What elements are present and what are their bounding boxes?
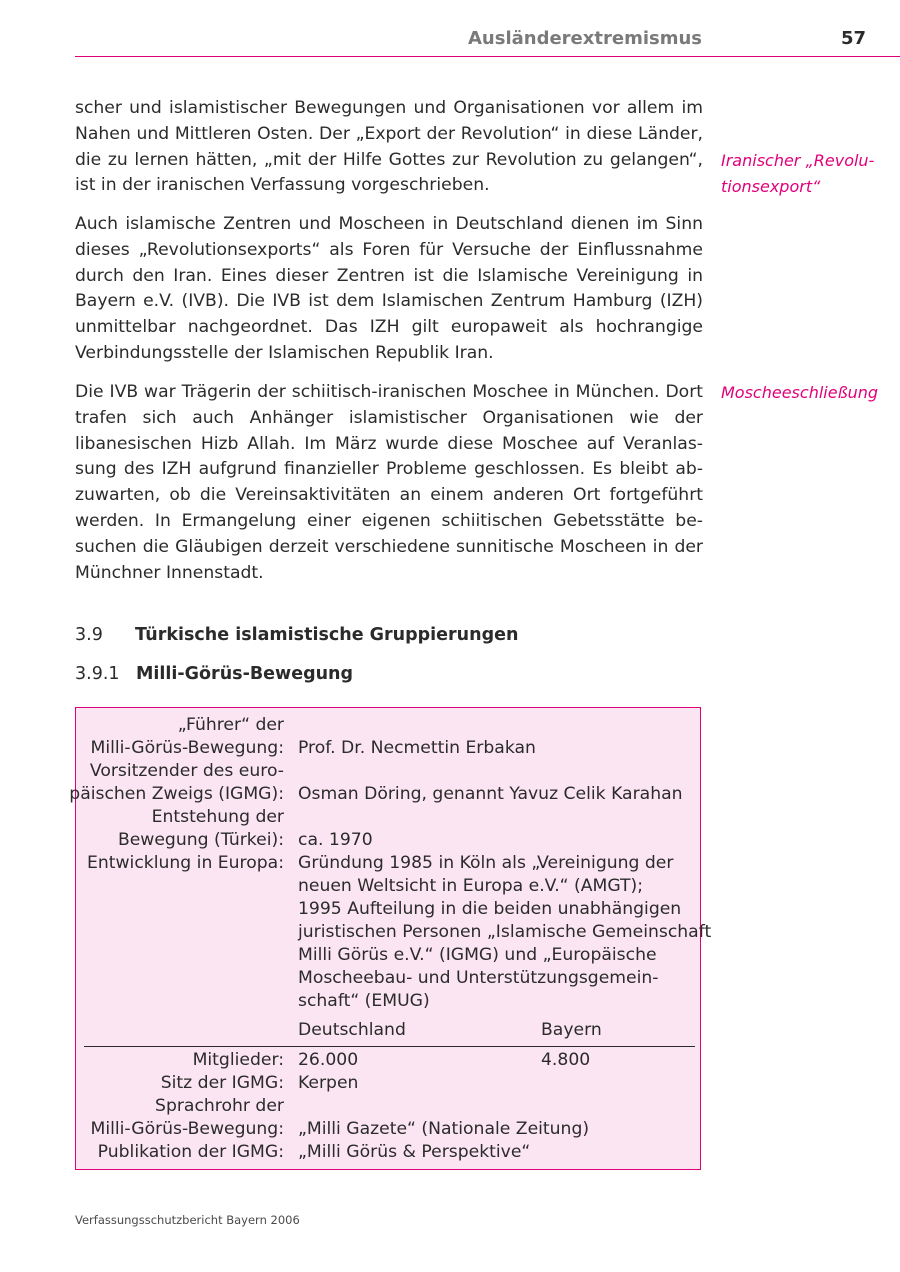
page-footer: Verfassungsschutzbericht Bayern 2006 [75, 1213, 300, 1227]
fact-label: Milli-Görüs-Bewegung: [90, 738, 284, 758]
margin-note-revolution-export: Iranischer „Revolu- tionsexport“ [721, 151, 875, 196]
fact-label: Mitglieder: [192, 1050, 284, 1070]
milli-goerues-fact-box: „Führer“ der Milli-Görüs-Bewegung: Prof. Dr. Necmettin Erbakan Vorsitzender des euro- päischen Zweigs (IGMG): Osman Döring, genannt Yavuz Celik Karahan Entstehung der Bewegung (Türkei): ca. 1970 Entwicklung in Europa: Gründung 1985 in Köln als „Vereinigung der neuen Weltsicht in Europa e.V.“ (AMGT); 1995 Aufteilung in die beiden unabhängigen juristischen Personen „Islamische Gemeinschaft Milli Görüs e.V.“ (IGMG) und „Europäische Moscheebau- und Unterstützungsgemein- schaft“ (EMUG) Deutschland Bayern Mitglieder: 26.000 4.800 Sitz der IGMG: Kerpen Sprachrohr der Milli-Görüs-Bewegung: „Milli Gazete“ (Nationale Zeitung) Publikation der IGMG: „Milli Görüs & Perspektive“ [75, 707, 701, 1170]
fact-label: Bewegung (Türkei): [117, 830, 284, 850]
fact-label: Entwicklung in Europa: [87, 853, 284, 873]
fact-value: juristischen Personen „Islamische Gemeinschaft [298, 922, 712, 942]
fact-value: Prof. Dr. Necmettin Erbakan [298, 738, 536, 758]
section-heading-3-9-1 [75, 664, 353, 684]
text-line: zuwarten, ob die Vereinsaktivitäten an einem anderen Ort fortgeführt [75, 485, 703, 506]
page-number: 57 [840, 28, 866, 49]
header-rule [75, 56, 900, 57]
fact-value: 26.000 [298, 1050, 359, 1070]
text-line: werden. In Ermangelung einer eigenen schiitischen Gebetsstätte be- [75, 510, 703, 531]
text-line: Dort trafen sich auch Anhänger islamistischer Organisationen wie der [75, 382, 703, 428]
fact-value: Gründung 1985 in Köln als „Vereinigung der [298, 853, 674, 873]
text-line: gelangen“, ist in der iranischen Verfassung vorgeschrieben. [75, 149, 703, 196]
running-header-title: Ausländerextremismus [468, 28, 702, 49]
text-line: Verbindungsstelle der Islamischen Republik Iran. [75, 342, 494, 363]
section-number: 3.9.1 [75, 664, 120, 684]
body-paragraph-1 [75, 96, 703, 199]
text-line: dieses „Revolutionsexports“ als Foren für Versuche der Einflussnahme [75, 239, 703, 260]
fact-value: 1995 Aufteilung in die beiden unabhängigen [298, 899, 682, 919]
text-line: Auch islamische Zentren und Moscheen in Deutschland dienen im Sinn [75, 214, 703, 234]
column-header-germany: Deutschland [298, 1020, 406, 1040]
fact-label: päischen Zweigs (IGMG): [69, 784, 284, 804]
fact-label: Milli-Görüs-Bewegung: [90, 1119, 284, 1139]
text-line: Bayern e.V. (IVB). Die IVB ist dem Islamischen Zentrum Hamburg (IZH) [75, 291, 703, 312]
section-heading-3-9 [75, 625, 518, 645]
body-paragraph-3 [75, 380, 703, 586]
fact-value: neuen Weltsicht in Europa e.V.“ (AMGT); [298, 876, 644, 896]
text-line: scher und islamistischer Bewegungen und Organisationen vor allem [75, 98, 675, 118]
text-line: Länder, die zu lernen hätten, „mit der Hilfe Gottes zur Revolution zu [75, 123, 703, 170]
text-line: suchen die Gläubigen derzeit verschiedene sunnitische Moscheen in der [75, 536, 703, 557]
column-header-bavaria: Bayern [541, 1020, 602, 1040]
text-line: unmittelbar nachgeordnet. Das IZH gilt europaweit als hochrangige [75, 317, 703, 338]
table-rule [84, 1046, 695, 1047]
fact-value: Kerpen [298, 1073, 359, 1093]
fact-value: Moscheebau- und Unterstützungsgemein- [298, 968, 659, 988]
fact-value: schaft“ (EMUG) [298, 991, 430, 1011]
margin-note-mosque-closure: Moscheeschließung [721, 383, 879, 402]
fact-value: „Milli Gazete“ (Nationale Zeitung) [298, 1119, 590, 1139]
fact-value: ca. 1970 [298, 830, 373, 850]
text-line: libanesischen Hizb Allah. Im März wurde diese Moschee auf Veranlas- [75, 433, 703, 454]
section-title: Türkische islamistische Gruppierungen [135, 625, 519, 645]
fact-value: „Milli Görüs & Perspektive“ [298, 1142, 531, 1162]
body-paragraph-2 [75, 212, 703, 367]
text-line: sung des IZH aufgrund finanzieller Probleme geschlossen. Es bleibt ab- [75, 459, 703, 480]
text-line: durch den Iran. Eines dieser Zentren ist die Islamische Vereinigung in [75, 265, 703, 286]
fact-label: Publikation der IGMG: [97, 1142, 284, 1162]
fact-label: Sitz der IGMG: [160, 1073, 284, 1093]
text-line: Münchner Innenstadt. [75, 562, 264, 583]
text-line: Die IVB war Trägerin der schiitisch-iranischen Moschee in München. [75, 382, 660, 402]
fact-value: Osman Döring, genannt Yavuz Celik Karahan [298, 784, 683, 804]
fact-value: 4.800 [541, 1050, 591, 1070]
section-number: 3.9 [75, 625, 103, 645]
text-line: im Nahen und Mittleren Osten. Der „Export der Revolution“ in diese [75, 98, 704, 144]
fact-value: Milli Görüs e.V.“ (IGMG) und „Europäische [298, 945, 657, 965]
section-title: Milli-Görüs-Bewegung [136, 664, 354, 684]
